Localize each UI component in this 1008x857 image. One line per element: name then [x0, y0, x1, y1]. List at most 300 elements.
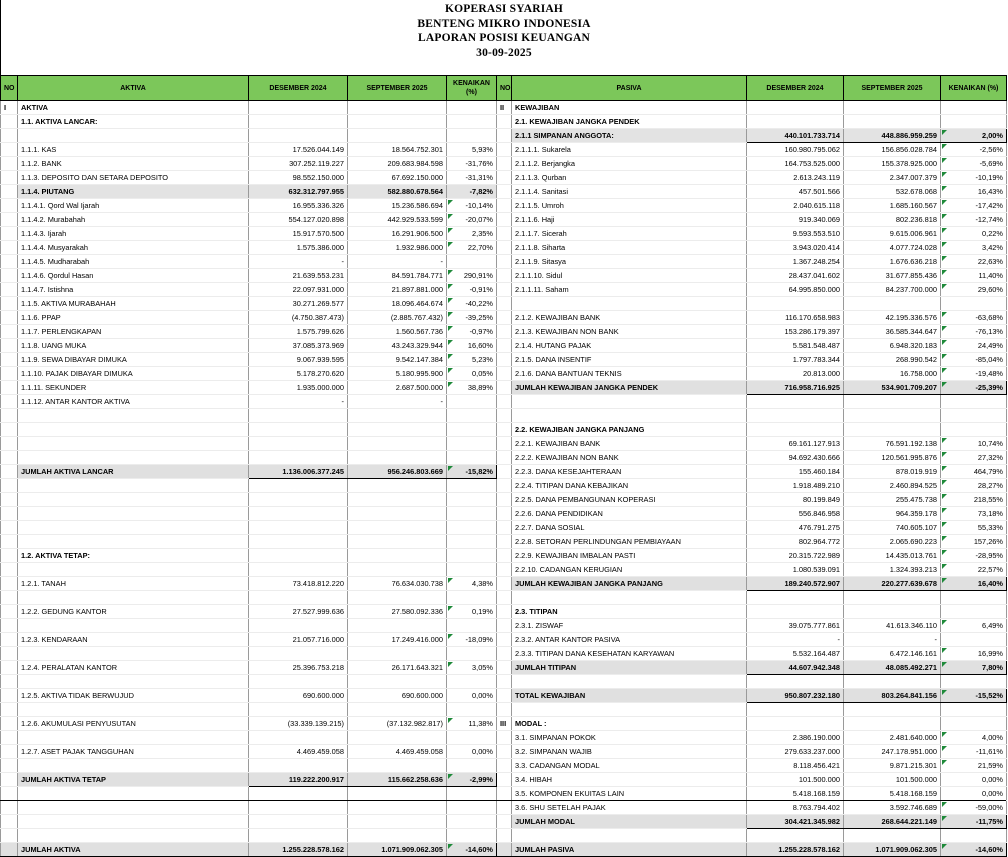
aktiva-des-cell: [249, 563, 348, 577]
aktiva-des-cell: (33.339.139.215): [249, 717, 348, 731]
pasiva-ken-cell: -63,68%: [941, 311, 1007, 325]
aktiva-des-cell: 30.271.269.577: [249, 297, 348, 311]
pasiva-ken-cell: -76,13%: [941, 325, 1007, 339]
aktiva-no-cell: [1, 675, 18, 689]
table-row: [1, 339, 1007, 353]
aktiva-sep-cell: [348, 675, 447, 689]
pasiva-label-cell: 2.1.3. KEWAJIBAN NON BANK: [512, 325, 747, 339]
pasiva-label-cell: 2.2.7. DANA SOSIAL: [512, 521, 747, 535]
bottom-rule: [0, 800, 1006, 801]
pasiva-ken-cell: 16,43%: [941, 185, 1007, 199]
aktiva-ken-cell: [447, 255, 497, 269]
header-sep-left: SEPTEMBER 2025: [348, 76, 447, 101]
pasiva-des-cell: 155.460.184: [747, 465, 844, 479]
aktiva-ken-cell: -15,82%: [447, 465, 497, 479]
pasiva-label-cell: 2.3.1. ZISWAF: [512, 619, 747, 633]
pasiva-no-cell: [497, 353, 512, 367]
pasiva-no-cell: [497, 577, 512, 591]
aktiva-des-cell: 27.527.999.636: [249, 605, 348, 619]
pasiva-no-cell: II: [497, 101, 512, 115]
table-row: [1, 815, 1007, 829]
pasiva-no-cell: [497, 227, 512, 241]
aktiva-sep-cell: 956.246.803.669: [348, 465, 447, 479]
pasiva-sep-cell: [844, 409, 941, 423]
table-row: [1, 633, 1007, 647]
pasiva-no-cell: [497, 325, 512, 339]
pasiva-label-cell: [512, 703, 747, 717]
aktiva-no-cell: [1, 311, 18, 325]
pasiva-label-cell: 2.2.5. DANA PEMBANGUNAN KOPERASI: [512, 493, 747, 507]
aktiva-label-cell: [18, 507, 249, 521]
pasiva-des-cell: 2.386.190.000: [747, 731, 844, 745]
aktiva-des-cell: [249, 591, 348, 605]
pasiva-sep-cell: 220.277.639.678: [844, 577, 941, 591]
aktiva-no-cell: [1, 549, 18, 563]
pasiva-no-cell: [497, 563, 512, 577]
pasiva-des-cell: 1.918.489.210: [747, 479, 844, 493]
aktiva-ken-cell: -20,07%: [447, 213, 497, 227]
pasiva-no-cell: [497, 115, 512, 129]
aktiva-ken-cell: [447, 451, 497, 465]
aktiva-des-cell: [249, 437, 348, 451]
pasiva-sep-cell: 41.613.346.110: [844, 619, 941, 633]
aktiva-sep-cell: [348, 521, 447, 535]
header-pasiva: PASIVA: [512, 76, 747, 101]
pasiva-ken-cell: 28,27%: [941, 479, 1007, 493]
pasiva-des-cell: [747, 591, 844, 605]
aktiva-des-cell: 554.127.020.898: [249, 213, 348, 227]
aktiva-label-cell: 1.1.3. DEPOSITO DAN SETARA DEPOSITO: [18, 171, 249, 185]
pasiva-ken-cell: [941, 717, 1007, 731]
table-row: [1, 185, 1007, 199]
pasiva-sep-cell: 4.077.724.028: [844, 241, 941, 255]
header-ken-right: KENAIKAN (%): [941, 76, 1007, 101]
pasiva-ken-cell: -85,04%: [941, 353, 1007, 367]
aktiva-des-cell: [249, 703, 348, 717]
aktiva-des-cell: 22.097.931.000: [249, 283, 348, 297]
aktiva-label-cell: 1.1.11. SEKUNDER: [18, 381, 249, 395]
pasiva-sep-cell: 534.901.709.207: [844, 381, 941, 395]
table-row: [1, 661, 1007, 675]
pasiva-sep-cell: 6.948.320.183: [844, 339, 941, 353]
pasiva-label-cell: KEWAJIBAN: [512, 101, 747, 115]
aktiva-label-cell: 1.1.4.2. Murabahah: [18, 213, 249, 227]
pasiva-des-cell: [747, 115, 844, 129]
aktiva-no-cell: [1, 199, 18, 213]
report-title-block: [0, 0, 1008, 72]
pasiva-ken-cell: 22,63%: [941, 255, 1007, 269]
table-row: [1, 675, 1007, 689]
table-row: [1, 101, 1007, 115]
pasiva-sep-cell: 6.472.146.161: [844, 647, 941, 661]
pasiva-ken-cell: 27,32%: [941, 451, 1007, 465]
pasiva-des-cell: 716.958.716.925: [747, 381, 844, 395]
table-row: [1, 535, 1007, 549]
pasiva-ken-cell: -5,69%: [941, 157, 1007, 171]
pasiva-sep-cell: 42.195.336.576: [844, 311, 941, 325]
pasiva-des-cell: [747, 675, 844, 689]
aktiva-sep-cell: 67.692.150.000: [348, 171, 447, 185]
aktiva-des-cell: [249, 535, 348, 549]
aktiva-label-cell: 1.1.4.6. Qordul Hasan: [18, 269, 249, 283]
aktiva-des-cell: 4.469.459.058: [249, 745, 348, 759]
table-row: [1, 255, 1007, 269]
pasiva-no-cell: [497, 297, 512, 311]
pasiva-label-cell: 2.1.1.6. Haji: [512, 213, 747, 227]
table-row: [1, 269, 1007, 283]
table-row: [1, 563, 1007, 577]
table-row: [1, 843, 1007, 857]
aktiva-sep-cell: 4.469.459.058: [348, 745, 447, 759]
pasiva-label-cell: TOTAL KEWAJIBAN: [512, 689, 747, 703]
pasiva-no-cell: [497, 367, 512, 381]
pasiva-des-cell: [747, 605, 844, 619]
aktiva-ken-cell: 16,60%: [447, 339, 497, 353]
aktiva-ken-cell: -18,09%: [447, 633, 497, 647]
aktiva-no-cell: [1, 521, 18, 535]
aktiva-des-cell: [249, 619, 348, 633]
pasiva-des-cell: 2.613.243.119: [747, 171, 844, 185]
aktiva-label-cell: 1.1.5. AKTIVA MURABAHAH: [18, 297, 249, 311]
table-row: [1, 731, 1007, 745]
pasiva-sep-cell: 16.758.000: [844, 367, 941, 381]
pasiva-ken-cell: -15,52%: [941, 689, 1007, 703]
aktiva-ken-cell: [447, 619, 497, 633]
aktiva-sep-cell: [348, 731, 447, 745]
aktiva-ken-cell: 38,89%: [447, 381, 497, 395]
pasiva-no-cell: [497, 451, 512, 465]
aktiva-no-cell: [1, 115, 18, 129]
pasiva-ken-cell: -11,61%: [941, 745, 1007, 759]
aktiva-des-cell: 73.418.812.220: [249, 577, 348, 591]
table-row: [1, 549, 1007, 563]
aktiva-no-cell: [1, 619, 18, 633]
table-row: [1, 157, 1007, 171]
table-row: [1, 745, 1007, 759]
aktiva-no-cell: [1, 353, 18, 367]
aktiva-des-cell: -: [249, 255, 348, 269]
table-row: [1, 493, 1007, 507]
aktiva-no-cell: [1, 437, 18, 451]
pasiva-sep-cell: 36.585.344.647: [844, 325, 941, 339]
pasiva-label-cell: 3.3. CADANGAN MODAL: [512, 759, 747, 773]
report-date: 30-09-2025: [476, 46, 532, 59]
pasiva-no-cell: [497, 773, 512, 787]
aktiva-label-cell: [18, 479, 249, 493]
aktiva-no-cell: [1, 759, 18, 773]
aktiva-ken-cell: [447, 829, 497, 843]
pasiva-label-cell: 2.1.5. DANA INSENTIF: [512, 353, 747, 367]
pasiva-sep-cell: [844, 675, 941, 689]
aktiva-no-cell: [1, 451, 18, 465]
pasiva-label-cell: 2.1.6. DANA BANTUAN TEKNIS: [512, 367, 747, 381]
aktiva-ken-cell: [447, 535, 497, 549]
pasiva-des-cell: 440.101.733.714: [747, 129, 844, 143]
pasiva-no-cell: [497, 199, 512, 213]
pasiva-ken-cell: -11,75%: [941, 815, 1007, 829]
aktiva-des-cell: [249, 521, 348, 535]
table-row: [1, 521, 1007, 535]
org-subname: BENTENG MIKRO INDONESIA: [417, 17, 591, 30]
aktiva-sep-cell: 209.683.984.598: [348, 157, 447, 171]
pasiva-no-cell: [497, 311, 512, 325]
aktiva-des-cell: 307.252.119.227: [249, 157, 348, 171]
pasiva-no-cell: [497, 409, 512, 423]
pasiva-label-cell: 2.2. KEWAJIBAN JANGKA PANJANG: [512, 423, 747, 437]
pasiva-ken-cell: -2,56%: [941, 143, 1007, 157]
pasiva-des-cell: 556.846.958: [747, 507, 844, 521]
aktiva-sep-cell: (2.885.767.432): [348, 311, 447, 325]
pasiva-no-cell: [497, 241, 512, 255]
aktiva-des-cell: 21.057.716.000: [249, 633, 348, 647]
aktiva-no-cell: [1, 339, 18, 353]
pasiva-label-cell: 2.1.4. HUTANG PAJAK: [512, 339, 747, 353]
aktiva-label-cell: JUMLAH AKTIVA LANCAR: [18, 465, 249, 479]
aktiva-sep-cell: [348, 409, 447, 423]
pasiva-sep-cell: 14.435.013.761: [844, 549, 941, 563]
pasiva-sep-cell: 255.475.738: [844, 493, 941, 507]
pasiva-ken-cell: 4,00%: [941, 731, 1007, 745]
table-row: [1, 171, 1007, 185]
aktiva-des-cell: 1.575.386.000: [249, 241, 348, 255]
pasiva-no-cell: [497, 521, 512, 535]
pasiva-label-cell: 2.2.8. SETORAN PERLINDUNGAN PEMBIAYAAN: [512, 535, 747, 549]
aktiva-sep-cell: [348, 759, 447, 773]
table-row: [1, 367, 1007, 381]
aktiva-sep-cell: 18.096.464.674: [348, 297, 447, 311]
aktiva-ken-cell: [447, 675, 497, 689]
pasiva-sep-cell: 156.856.028.784: [844, 143, 941, 157]
pasiva-ken-cell: 0,00%: [941, 773, 1007, 787]
pasiva-sep-cell: 964.359.178: [844, 507, 941, 521]
aktiva-des-cell: [249, 815, 348, 829]
balance-sheet-table: [0, 75, 1007, 857]
header-no-right: NO: [497, 76, 512, 101]
aktiva-des-cell: 1.575.799.626: [249, 325, 348, 339]
aktiva-ken-cell: 0,00%: [447, 745, 497, 759]
pasiva-des-cell: 8.118.456.421: [747, 759, 844, 773]
aktiva-ken-cell: [447, 815, 497, 829]
pasiva-ken-cell: [941, 829, 1007, 843]
pasiva-sep-cell: 3.592.746.689: [844, 801, 941, 815]
aktiva-ken-cell: [447, 423, 497, 437]
aktiva-sep-cell: 27.580.092.336: [348, 605, 447, 619]
aktiva-sep-cell: 17.249.416.000: [348, 633, 447, 647]
aktiva-label-cell: 1.1.4.7. Istishna: [18, 283, 249, 297]
aktiva-sep-cell: 5.180.995.900: [348, 367, 447, 381]
aktiva-no-cell: [1, 143, 18, 157]
pasiva-sep-cell: 268.644.221.149: [844, 815, 941, 829]
aktiva-no-cell: [1, 787, 18, 801]
header-sep-right: SEPTEMBER 2025: [844, 76, 941, 101]
pasiva-ken-cell: [941, 115, 1007, 129]
pasiva-label-cell: 2.1.1.10. Sidul: [512, 269, 747, 283]
pasiva-label-cell: JUMLAH KEWAJIBAN JANGKA PANJANG: [512, 577, 747, 591]
aktiva-label-cell: [18, 591, 249, 605]
aktiva-no-cell: [1, 591, 18, 605]
pasiva-sep-cell: [844, 591, 941, 605]
pasiva-ken-cell: [941, 395, 1007, 409]
aktiva-ken-cell: 22,70%: [447, 241, 497, 255]
pasiva-ken-cell: 218,55%: [941, 493, 1007, 507]
aktiva-label-cell: 1.1.4.5. Mudharabah: [18, 255, 249, 269]
table-row: [1, 507, 1007, 521]
aktiva-label-cell: [18, 563, 249, 577]
aktiva-label-cell: 1.2.2. GEDUNG KANTOR: [18, 605, 249, 619]
pasiva-des-cell: [747, 297, 844, 311]
aktiva-label-cell: [18, 521, 249, 535]
pasiva-des-cell: 94.692.430.666: [747, 451, 844, 465]
aktiva-sep-cell: [348, 423, 447, 437]
pasiva-no-cell: [497, 605, 512, 619]
pasiva-ken-cell: [941, 703, 1007, 717]
aktiva-des-cell: 1.136.006.377.245: [249, 465, 348, 479]
pasiva-ken-cell: -25,39%: [941, 381, 1007, 395]
table-row: [1, 409, 1007, 423]
aktiva-ken-cell: [447, 703, 497, 717]
pasiva-ken-cell: [941, 409, 1007, 423]
aktiva-des-cell: [249, 829, 348, 843]
aktiva-ken-cell: 5,93%: [447, 143, 497, 157]
pasiva-des-cell: 101.500.000: [747, 773, 844, 787]
aktiva-ken-cell: [447, 115, 497, 129]
pasiva-label-cell: 2.3.3. TITIPAN DANA KESEHATAN KARYAWAN: [512, 647, 747, 661]
aktiva-sep-cell: [348, 493, 447, 507]
pasiva-label-cell: JUMLAH PASIVA: [512, 843, 747, 857]
aktiva-label-cell: [18, 129, 249, 143]
aktiva-no-cell: [1, 689, 18, 703]
aktiva-no-cell: [1, 535, 18, 549]
aktiva-sep-cell: [348, 129, 447, 143]
table-row: [1, 297, 1007, 311]
aktiva-ken-cell: [447, 731, 497, 745]
table-row: [1, 787, 1007, 801]
org-name: KOPERASI SYARIAH: [444, 3, 564, 15]
aktiva-no-cell: [1, 423, 18, 437]
aktiva-des-cell: 119.222.200.917: [249, 773, 348, 787]
aktiva-label-cell: 1.1.1. KAS: [18, 143, 249, 157]
table-row: [1, 241, 1007, 255]
table-row: [1, 689, 1007, 703]
aktiva-label-cell: 1.1.4. PIUTANG: [18, 185, 249, 199]
aktiva-sep-cell: [348, 591, 447, 605]
aktiva-des-cell: 5.178.270.620: [249, 367, 348, 381]
aktiva-no-cell: [1, 213, 18, 227]
pasiva-des-cell: 39.075.777.861: [747, 619, 844, 633]
pasiva-ken-cell: [941, 591, 1007, 605]
pasiva-des-cell: 457.501.566: [747, 185, 844, 199]
pasiva-des-cell: 802.964.772: [747, 535, 844, 549]
pasiva-des-cell: 8.763.794.402: [747, 801, 844, 815]
pasiva-sep-cell: [844, 297, 941, 311]
aktiva-sep-cell: 582.880.678.564: [348, 185, 447, 199]
aktiva-sep-cell: 26.171.643.321: [348, 661, 447, 675]
aktiva-label-cell: [18, 619, 249, 633]
aktiva-label-cell: 1.2.1. TANAH: [18, 577, 249, 591]
aktiva-no-cell: [1, 745, 18, 759]
aktiva-no-cell: [1, 255, 18, 269]
pasiva-ken-cell: 11,40%: [941, 269, 1007, 283]
pasiva-label-cell: 2.2.9. KEWAJIBAN IMBALAN PASTI: [512, 549, 747, 563]
pasiva-des-cell: 153.286.179.397: [747, 325, 844, 339]
pasiva-ken-cell: 16,99%: [941, 647, 1007, 661]
aktiva-label-cell: 1.1.4.3. Ijarah: [18, 227, 249, 241]
aktiva-sep-cell: 21.897.881.000: [348, 283, 447, 297]
aktiva-no-cell: [1, 563, 18, 577]
aktiva-des-cell: 690.600.000: [249, 689, 348, 703]
pasiva-sep-cell: [844, 423, 941, 437]
aktiva-ken-cell: 11,38%: [447, 717, 497, 731]
pasiva-label-cell: 3.5. KOMPONEN EKUITAS LAIN: [512, 787, 747, 801]
pasiva-no-cell: [497, 829, 512, 843]
aktiva-ken-cell: -0,91%: [447, 283, 497, 297]
aktiva-sep-cell: -: [348, 395, 447, 409]
pasiva-label-cell: 2.1.1.5. Umroh: [512, 199, 747, 213]
aktiva-label-cell: 1.2.6. AKUMULASI PENYUSUTAN: [18, 717, 249, 731]
aktiva-sep-cell: 442.929.533.599: [348, 213, 447, 227]
aktiva-sep-cell: [348, 563, 447, 577]
aktiva-ken-cell: [447, 591, 497, 605]
pasiva-no-cell: [497, 647, 512, 661]
pasiva-des-cell: 160.980.795.062: [747, 143, 844, 157]
pasiva-ken-cell: 157,26%: [941, 535, 1007, 549]
aktiva-ken-cell: [447, 787, 497, 801]
aktiva-des-cell: [249, 423, 348, 437]
aktiva-ken-cell: [447, 493, 497, 507]
pasiva-ken-cell: [941, 675, 1007, 689]
aktiva-sep-cell: (37.132.982.817): [348, 717, 447, 731]
aktiva-des-cell: 16.955.336.326: [249, 199, 348, 213]
pasiva-sep-cell: 84.237.700.000: [844, 283, 941, 297]
aktiva-ken-cell: [447, 549, 497, 563]
pasiva-no-cell: [497, 843, 512, 857]
aktiva-sep-cell: [348, 647, 447, 661]
table-row: [1, 227, 1007, 241]
pasiva-ken-cell: [941, 605, 1007, 619]
pasiva-sep-cell: 9.615.006.961: [844, 227, 941, 241]
aktiva-des-cell: 1.935.000.000: [249, 381, 348, 395]
pasiva-label-cell: 2.2.1. KEWAJIBAN BANK: [512, 437, 747, 451]
pasiva-no-cell: [497, 549, 512, 563]
pasiva-des-cell: 116.170.658.983: [747, 311, 844, 325]
pasiva-des-cell: 69.161.127.913: [747, 437, 844, 451]
pasiva-sep-cell: 5.418.168.159: [844, 787, 941, 801]
pasiva-no-cell: [497, 815, 512, 829]
pasiva-des-cell: [747, 717, 844, 731]
pasiva-ken-cell: 10,74%: [941, 437, 1007, 451]
aktiva-sep-cell: [348, 101, 447, 115]
pasiva-sep-cell: 2.065.690.223: [844, 535, 941, 549]
aktiva-des-cell: [249, 493, 348, 507]
pasiva-ken-cell: -14,60%: [941, 843, 1007, 857]
table-row: [1, 703, 1007, 717]
aktiva-ken-cell: -10,14%: [447, 199, 497, 213]
pasiva-no-cell: [497, 143, 512, 157]
aktiva-no-cell: [1, 325, 18, 339]
aktiva-ken-cell: 0,05%: [447, 367, 497, 381]
aktiva-ken-cell: 2,35%: [447, 227, 497, 241]
pasiva-label-cell: 2.3. TITIPAN: [512, 605, 747, 619]
aktiva-label-cell: 1.2. AKTIVA TETAP:: [18, 549, 249, 563]
aktiva-no-cell: [1, 815, 18, 829]
pasiva-label-cell: 2.1.1.8. Siharta: [512, 241, 747, 255]
aktiva-sep-cell: [348, 115, 447, 129]
pasiva-sep-cell: 2.481.640.000: [844, 731, 941, 745]
pasiva-label-cell: [512, 297, 747, 311]
table-row: [1, 717, 1007, 731]
table-row: [1, 283, 1007, 297]
aktiva-des-cell: [249, 451, 348, 465]
